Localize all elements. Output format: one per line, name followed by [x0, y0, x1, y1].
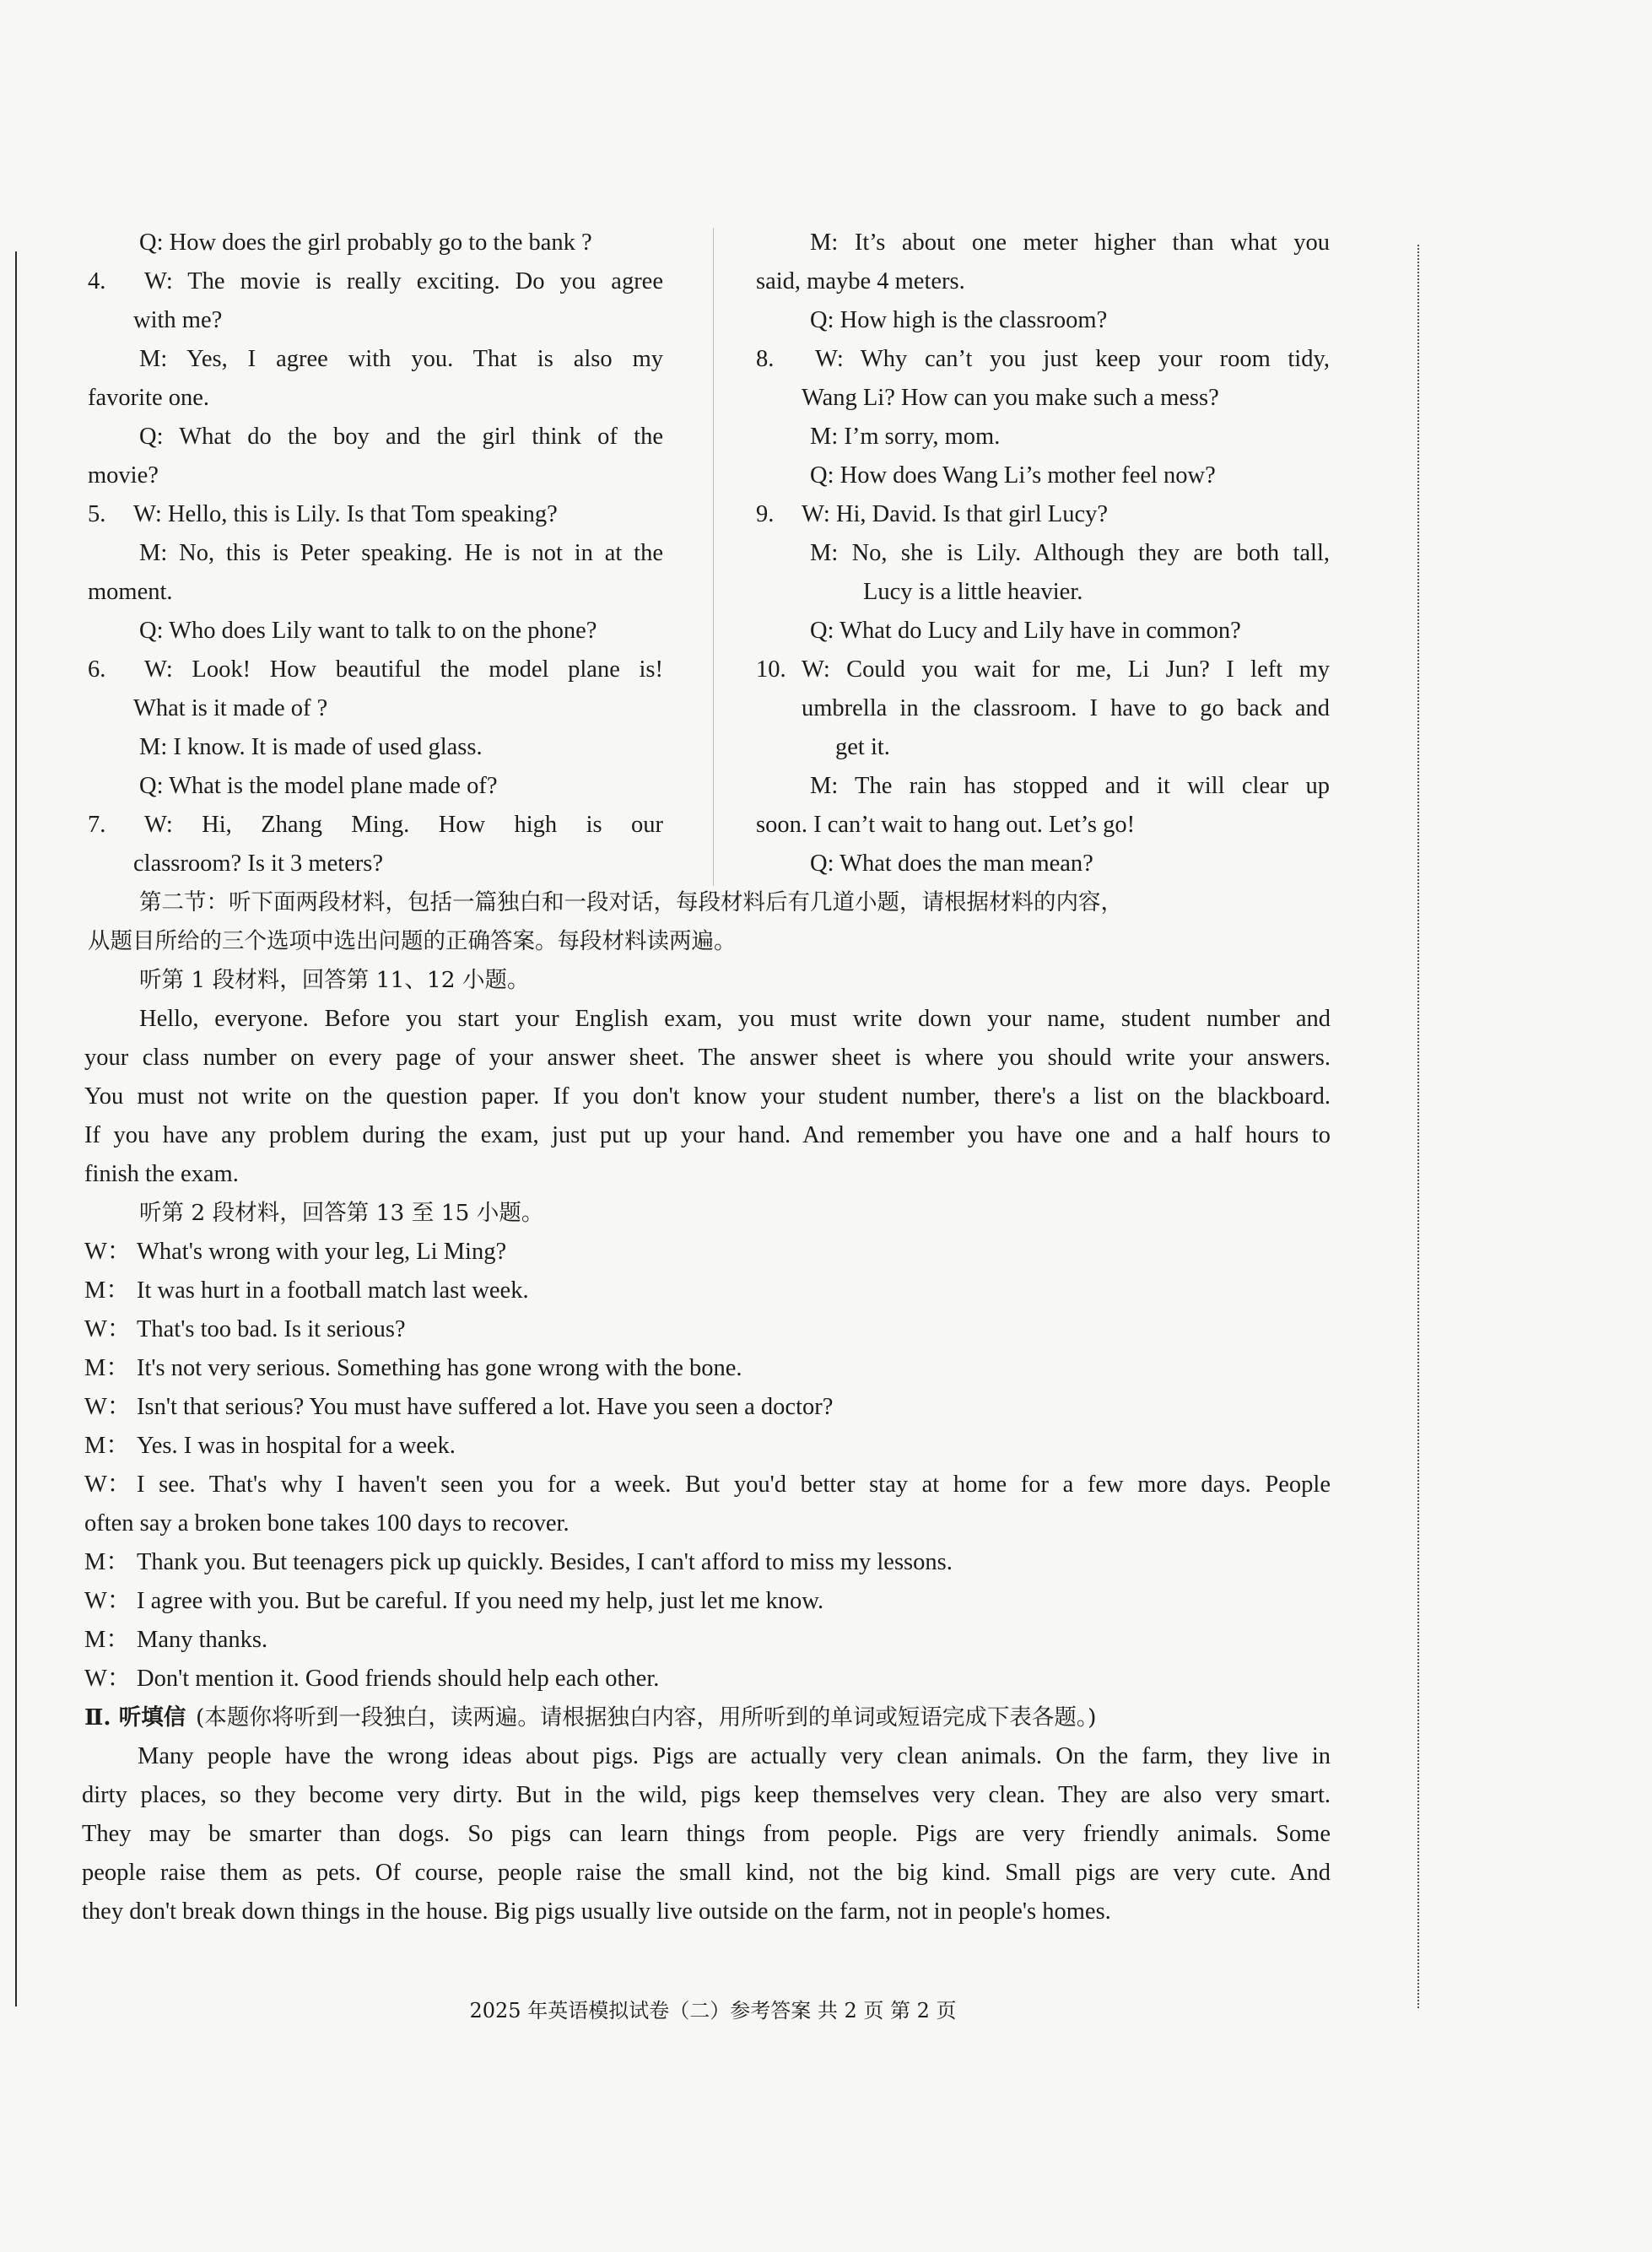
dialogue-line: It's not very serious. Something has gone wrong with the bone.	[137, 1355, 742, 1381]
right-line: W: Hi, David. Is that girl Lucy?	[802, 501, 1109, 527]
passage-line: they don't break down things in the house. Big pigs usually live outside on the farm, not in people's homes.	[82, 1898, 1111, 1925]
passage-line: finish the exam.	[84, 1161, 239, 1187]
passage-line: If you have any problem during the exam, just put up your hand. And remember you have one and a half hours to	[84, 1122, 1331, 1148]
left-line: M: Yes, I agree with you. That is also my	[139, 346, 663, 372]
dialogue-line: What's wrong with your leg, Li Ming?	[137, 1239, 507, 1265]
left-line: W: Look! How beautiful the model plane is!	[144, 656, 663, 683]
right-line: M: No, she is Lily. Although they are both tall,	[810, 540, 1330, 566]
left-edge-line	[15, 251, 17, 2006]
left-line: W: The movie is really exciting. Do you agree	[144, 268, 663, 294]
page-footer: 2025 年英语模拟试卷（二）参考答案 共 2 页 第 2 页	[469, 1999, 957, 2022]
item-number: 8.	[756, 346, 775, 372]
speaker-label: W：	[84, 1588, 132, 1614]
left-line: Q: What is the model plane made of?	[139, 773, 498, 799]
part-heading: 听第 2 段材料，回答第 13 至 15 小题。	[139, 1200, 544, 1226]
right-line: Wang Li? How can you make such a mess?	[802, 385, 1219, 411]
left-line: with me?	[133, 307, 223, 333]
speaker-label: W：	[84, 1472, 132, 1498]
right-line: Lucy is a little heavier.	[863, 579, 1083, 605]
left-line: M: No, this is Peter speaking. He is not in at the	[139, 540, 663, 566]
speaker-label: M：	[84, 1549, 130, 1575]
section-label: Ⅱ. 听填信	[84, 1704, 186, 1731]
left-line: W: Hello, this is Lily. Is that Tom speaking?	[133, 501, 558, 527]
item-number: 6.	[88, 656, 106, 683]
item-number: 7.	[88, 812, 106, 838]
left-line: classroom? Is it 3 meters?	[133, 851, 383, 877]
dialogue-line: Isn't that serious? You must have suffered a lot. Have you seen a doctor?	[137, 1394, 834, 1420]
passage-line: dirty places, so they become very dirty. But in the wild, pigs keep themselves very clean. They are also very smart.	[82, 1782, 1331, 1808]
dialogue-line: I agree with you. But be careful. If you need my help, just let me know.	[137, 1588, 824, 1614]
left-line: Q: Who does Lily want to talk to on the phone?	[139, 618, 597, 644]
passage-line: Many people have the wrong ideas about pigs. Pigs are actually very clean animals. On the farm, they live in	[138, 1743, 1331, 1769]
dialogue-line: It was hurt in a football match last week.	[137, 1277, 529, 1304]
speaker-label: M：	[84, 1627, 130, 1653]
right-line: M: The rain has stopped and it will clear up	[810, 773, 1330, 799]
item-number: 4.	[88, 268, 106, 294]
section-instruction: 第二节：听下面两段材料，包括一篇独白和一段对话，每段材料后有几道小题，请根据材料的内容，	[139, 889, 1123, 915]
speaker-label: W：	[84, 1316, 132, 1342]
speaker-label: W：	[84, 1666, 132, 1692]
right-line: W: Could you wait for me, Li Jun? I left my	[802, 656, 1330, 683]
passage-line: Hello, everyone. Before you start your English exam, you must write down your name, student number and	[139, 1006, 1331, 1032]
right-line: W: Why can’t you just keep your room tidy,	[815, 346, 1330, 372]
passage-line: your class number on every page of your answer sheet. The answer sheet is where you should write your answers.	[84, 1045, 1331, 1071]
left-line: Q: What do the boy and the girl think of the	[139, 424, 663, 450]
section-instruction: 从题目所给的三个选项中选出问题的正确答案。每段材料读两遍。	[88, 928, 737, 954]
left-line: What is it made of ?	[133, 695, 328, 721]
section-instruction: (本题你将听到一段独白，读两遍。请根据独白内容，用所听到的单词或短语完成下表各题。)	[196, 1704, 1097, 1731]
passage-line: You must not write on the question paper. If you don't know your student number, there's a list on the blackboard.	[84, 1083, 1331, 1110]
left-line: W: Hi, Zhang Ming. How high is our	[144, 812, 663, 838]
left-line: movie?	[88, 462, 159, 489]
dialogue-line: That's too bad. Is it serious?	[137, 1316, 406, 1342]
left-line: moment.	[88, 579, 173, 605]
item-number: 5.	[88, 501, 106, 527]
right-line: Q: What do Lucy and Lily have in common?	[810, 618, 1241, 644]
left-line: favorite one.	[88, 385, 210, 411]
right-line: said, maybe 4 meters.	[756, 268, 965, 294]
dialogue-line: Yes. I was in hospital for a week.	[137, 1433, 456, 1459]
right-line: get it.	[835, 734, 890, 760]
right-line: umbrella in the classroom. I have to go back and	[802, 695, 1330, 721]
item-number: 9.	[756, 501, 775, 527]
dialogue-line: Many thanks.	[137, 1627, 268, 1653]
speaker-label: W：	[84, 1239, 132, 1265]
dialogue-line: I see. That's why I haven't seen you for a week. But you'd better stay at home for a few more days. People	[137, 1472, 1331, 1498]
right-line: M: It’s about one meter higher than what you	[810, 230, 1330, 256]
speaker-label: M：	[84, 1277, 130, 1304]
right-line: soon. I can’t wait to hang out. Let’s go!	[756, 812, 1136, 838]
speaker-label: M：	[84, 1355, 130, 1381]
item-number: 10.	[756, 656, 786, 683]
right-line: Q: How high is the classroom?	[810, 307, 1108, 333]
right-line: Q: What does the man mean?	[810, 851, 1093, 877]
dialogue-line: often say a broken bone takes 100 days to recover.	[84, 1510, 570, 1536]
dialogue-line: Don't mention it. Good friends should help each other.	[137, 1666, 660, 1692]
dialogue-line: Thank you. But teenagers pick up quickly. Besides, I can't afford to miss my lessons.	[137, 1549, 953, 1575]
speaker-label: W：	[84, 1394, 132, 1420]
right-line: Q: How does Wang Li’s mother feel now?	[810, 462, 1216, 489]
binding-dotted-line	[1417, 245, 1419, 2008]
right-line: M: I’m sorry, mom.	[810, 424, 1001, 450]
left-line: Q: How does the girl probably go to the bank ?	[139, 230, 592, 256]
passage-line: They may be smarter than dogs. So pigs can learn things from people. Pigs are very friendly animals. Some	[82, 1821, 1331, 1847]
part-heading: 听第 1 段材料，回答第 11、12 小题。	[139, 967, 530, 993]
speaker-label: M：	[84, 1433, 130, 1459]
column-divider	[713, 228, 714, 886]
left-line: M: I know. It is made of used glass.	[139, 734, 483, 760]
passage-line: people raise them as pets. Of course, people raise the small kind, not the big kind. Small pigs are very cute. And	[82, 1860, 1331, 1886]
